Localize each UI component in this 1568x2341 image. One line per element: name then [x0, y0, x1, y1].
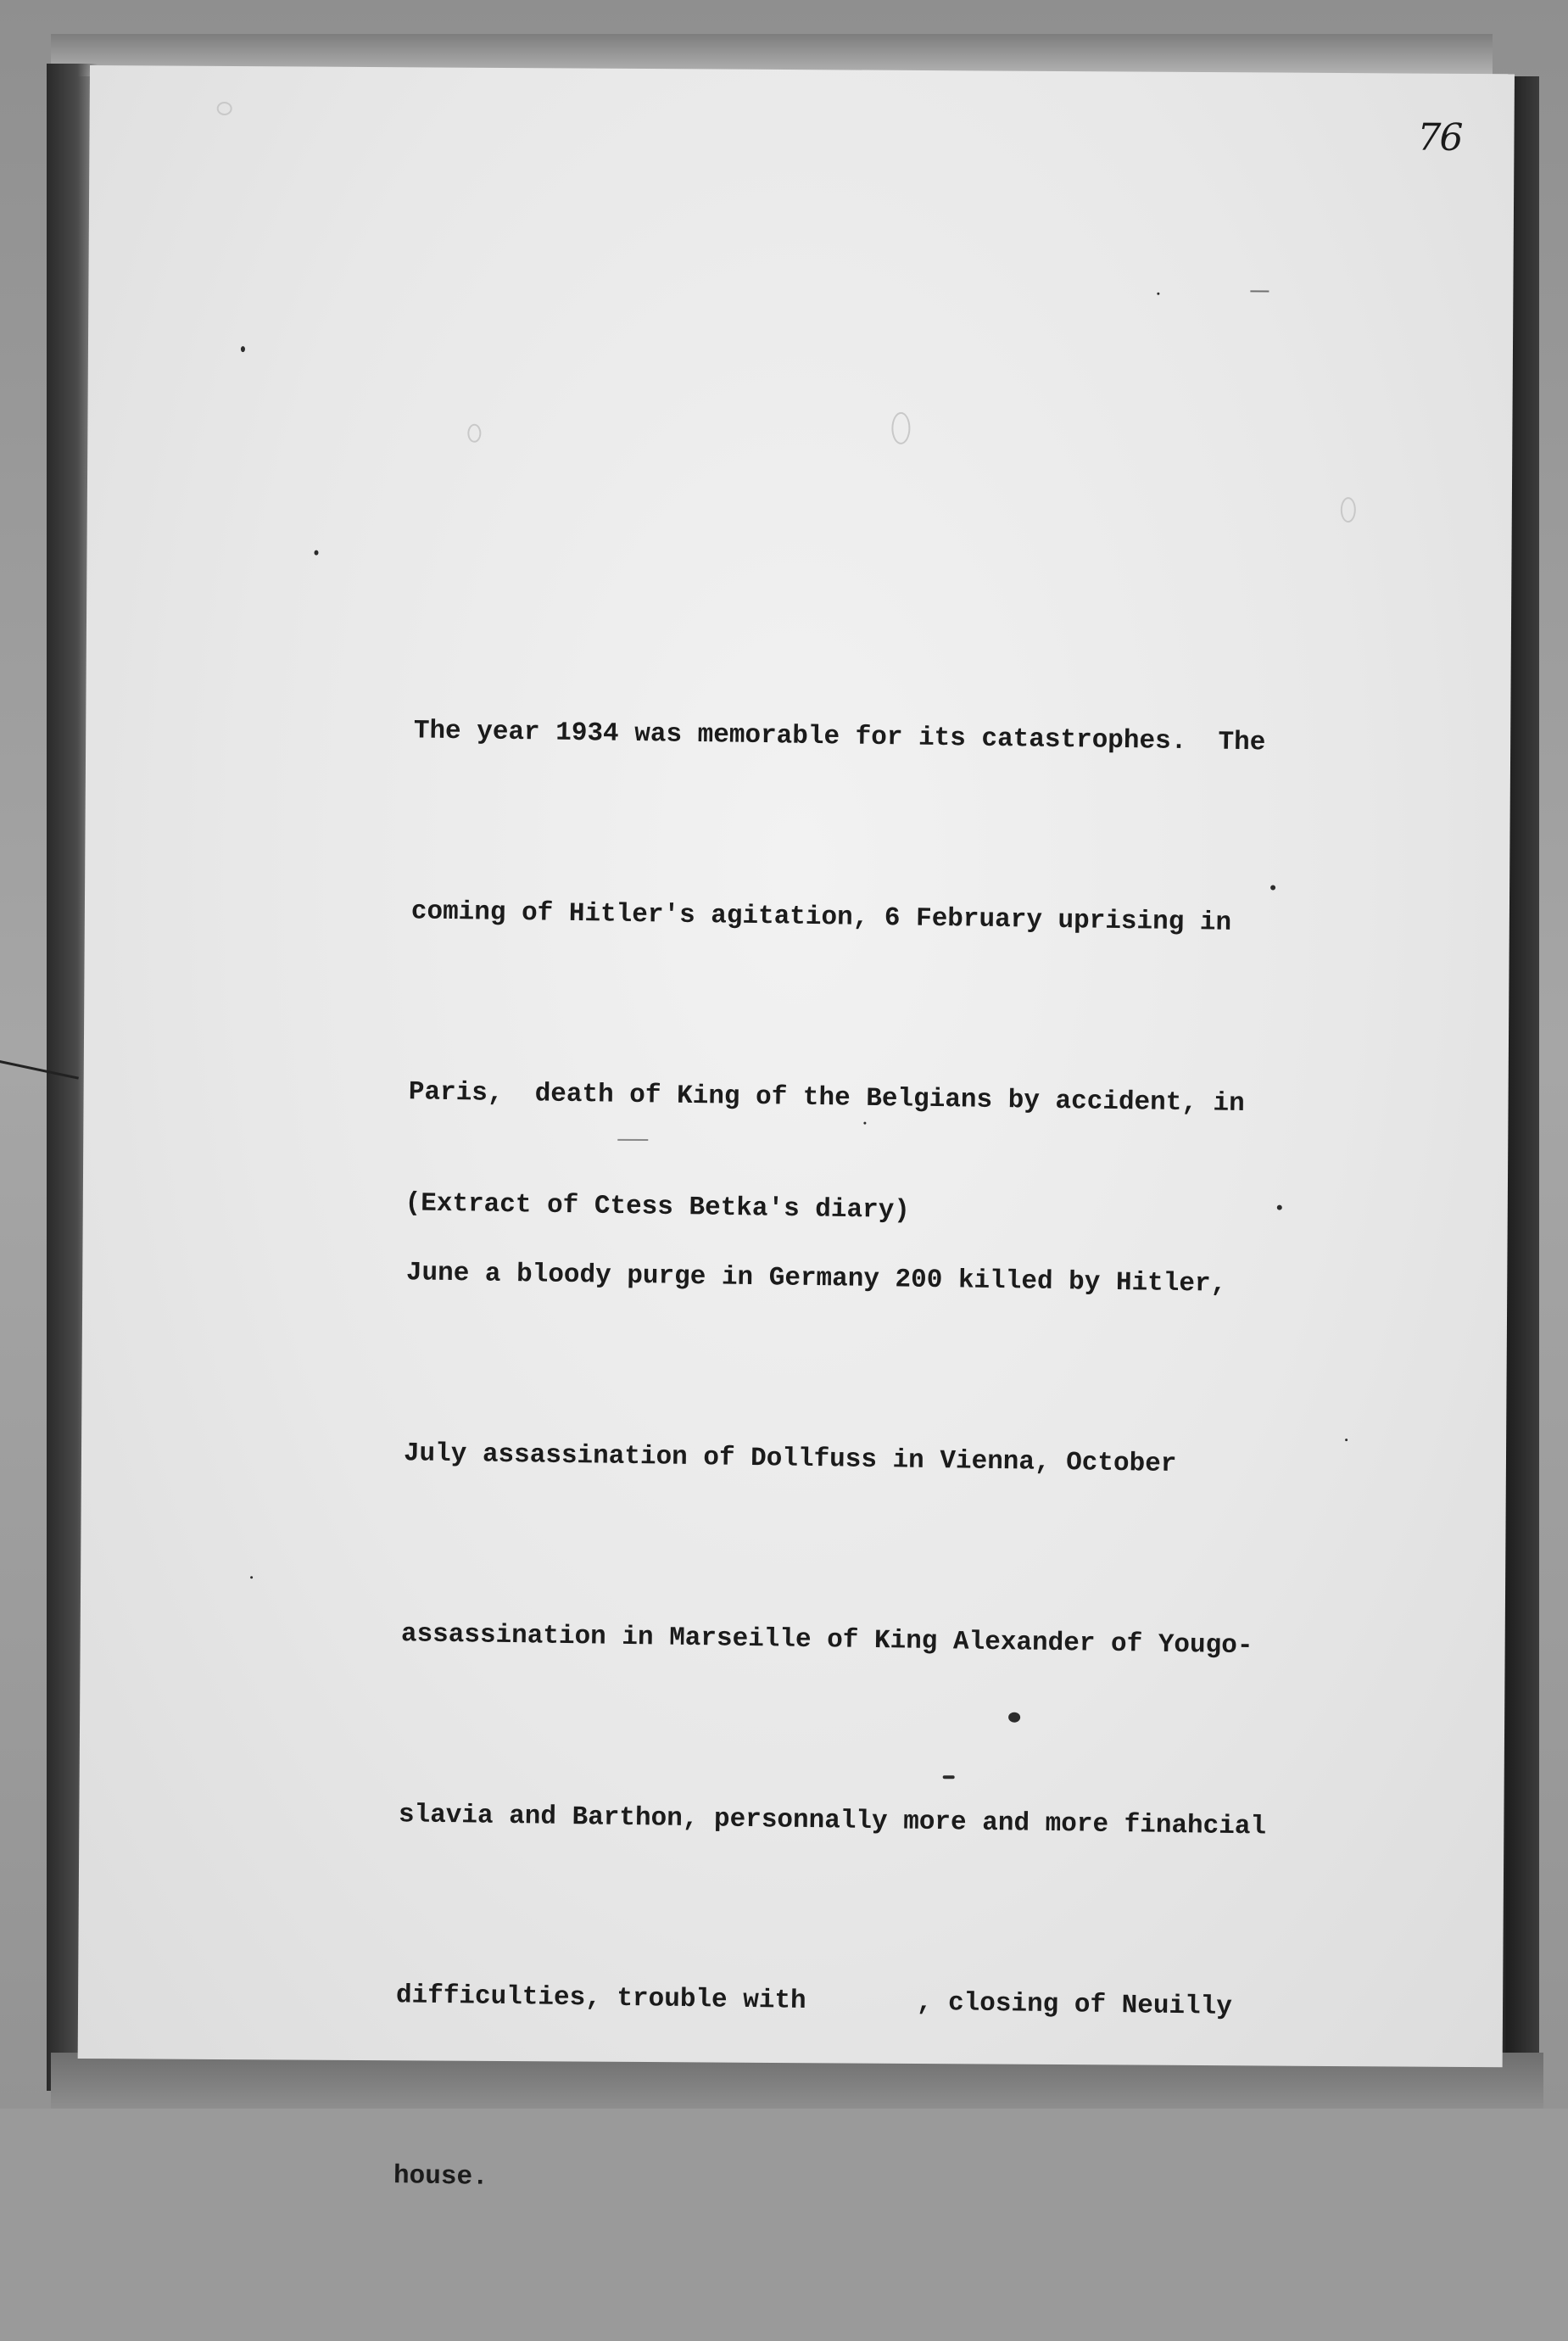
paper-page: [78, 65, 1515, 2193]
scan-artifact-ring: [1341, 497, 1356, 522]
page-number: 76: [1417, 115, 1462, 159]
scan-artifact-ring: [891, 412, 910, 444]
text-line-2: coming of Hitler's agitation, 6 February uprising in: [410, 897, 1232, 938]
scan-artifact-ring: [217, 102, 232, 115]
text-line-8: difficulties, trouble with , closing of Neuilly: [395, 1981, 1233, 2022]
scan-speck: [314, 550, 318, 556]
text-line-5: July assassination of Dollfuss in Vienna, October: [403, 1439, 1177, 1479]
scan-speck: [1270, 886, 1275, 891]
text-line-1: The year 1934 was memorable for its catastrophes. The: [413, 716, 1266, 758]
text-line-3: Paris, death of King of the Belgians by accident, in: [408, 1077, 1245, 1120]
text-line-9: house.: [393, 2161, 488, 2193]
text-line-6: assassination in Marseille of King Alexander of Yougo-: [400, 1619, 1253, 1662]
scan-scratch: [617, 1139, 648, 1141]
scan-speck: [1345, 1439, 1348, 1441]
text-line-4: June a bloody purge in Germany 200 killed by Hitler,: [405, 1258, 1227, 1299]
scan-speck: [1008, 1712, 1020, 1723]
typed-paragraph: [392, 580, 1400, 2340]
scan-speck: [241, 346, 245, 352]
source-note: (Extract of Ctess Betka's diary): [405, 1188, 911, 1226]
scan-speck: [1157, 293, 1159, 295]
scan-speck: [943, 1775, 955, 1779]
scan-speck: [250, 1576, 253, 1578]
scan-speck: [1277, 1205, 1282, 1210]
scan-artifact-ring: [467, 424, 481, 443]
scan-scratch: [1250, 290, 1269, 292]
scan-speck: [863, 1122, 866, 1125]
text-line-7: slavia and Barthon, personnally more and more finahcial: [398, 1800, 1267, 1842]
